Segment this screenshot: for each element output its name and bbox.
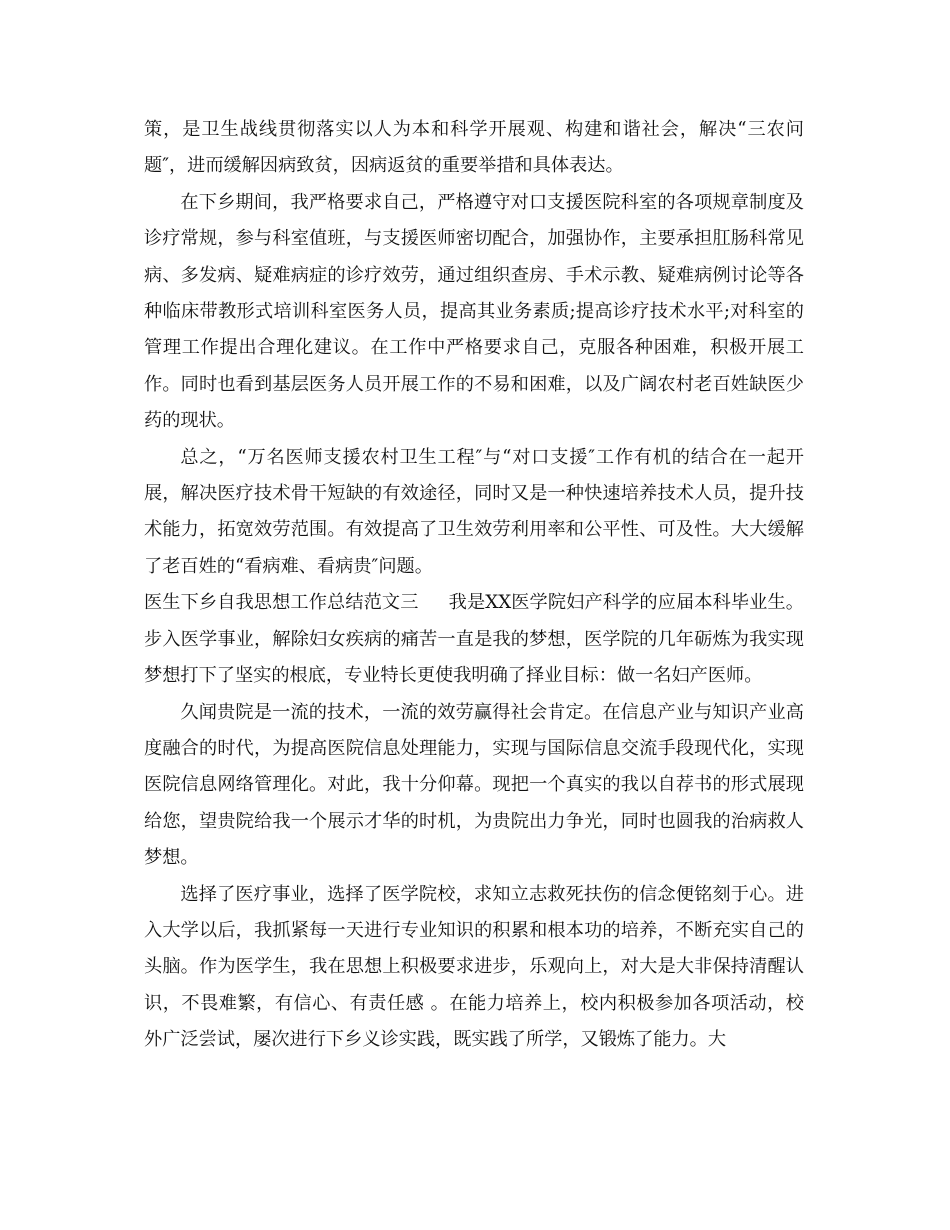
paragraph-3: 总之，“万名医师支援农村卫生工程″与“对口支援″工作有机的结合在一起开展，解决医疗技术骨干短缺的有效途径，同时又是一种快速培养技术人员，提升技术能力，拓宽效劳范围。有效提高了卫生效劳利用率和公平性、可及性。大大缓解了老百姓的“看病难、看病贵″问题。 [144, 446, 804, 577]
paragraph-1: 策，是卫生战线贯彻落实以人为本和科学开展观、构建和谐社会，解决“三农问题″，进而缓解因病致贫，因病返贫的重要举措和具体表达。 [144, 119, 804, 177]
paragraph-4-text: 我是XX医学院妇产科学的应届本科毕业生。步入医学事业，解除妇女疾病的痛苦一直是我的梦想，医学院的几年砺炼为我实现梦想打下了坚实的根底，专业特长更使我明确了择业目标：做一名妇产医师。 [144, 592, 804, 687]
paragraph-2: 在下乡期间，我严格要求自己，严格遵守对口支援医院科室的各项规章制度及诊疗常规，参与科室值班，与支援医师密切配合，加强协作，主要承担肛肠科常见病、多发病、疑难病症的诊疗效劳，通过组织查房、手术示教、疑难病例讨论等各种临床带教形式培训科室医务人员，提高其业务素质;提高诊疗技术水平;对科室的管理工作提出合理化建议。在工作中严格要求自己，克服各种困难，积极开展工作。同时也看到基层医务人员开展工作的不易和困难，以及广阔农村老百姓缺医少药的现状。 [144, 191, 804, 432]
document-body [144, 112, 804, 1059]
paragraph-5: 久闻贵院是一流的技术，一流的效劳赢得社会肯定。在信息产业与知识产业高度融合的时代，为提高医院信息处理能力，实现与国际信息交流手段现代化，实现医院信息网络管理化。对此，我十分仰幕。现把一个真实的我以自荐书的形式展现给您，望贵院给我一个展示才华的时机，为贵院出力争光，同时也圆我的治病救人梦想。 [144, 701, 804, 869]
paragraph-6: 选择了医疗事业，选择了医学院校，求知立志救死扶伤的信念便铭刻于心。进入大学以后，我抓紧每一天进行专业知识的积累和根本功的培养，不断充实自己的头脑。作为医学生，我在思想上积极要求进步，乐观向上，对大是大非保持清醒认识，不畏难繁，有信心、有责任感 。在能力培养上，校内积极参加各项活动，校外广泛尝试，屡次进行下乡义诊实践，既实践了所学，又锻炼了能力。大 [144, 883, 804, 1051]
section-heading: 医生下乡自我思想工作总结范文三 [144, 592, 419, 614]
paragraph-4 [144, 585, 804, 694]
